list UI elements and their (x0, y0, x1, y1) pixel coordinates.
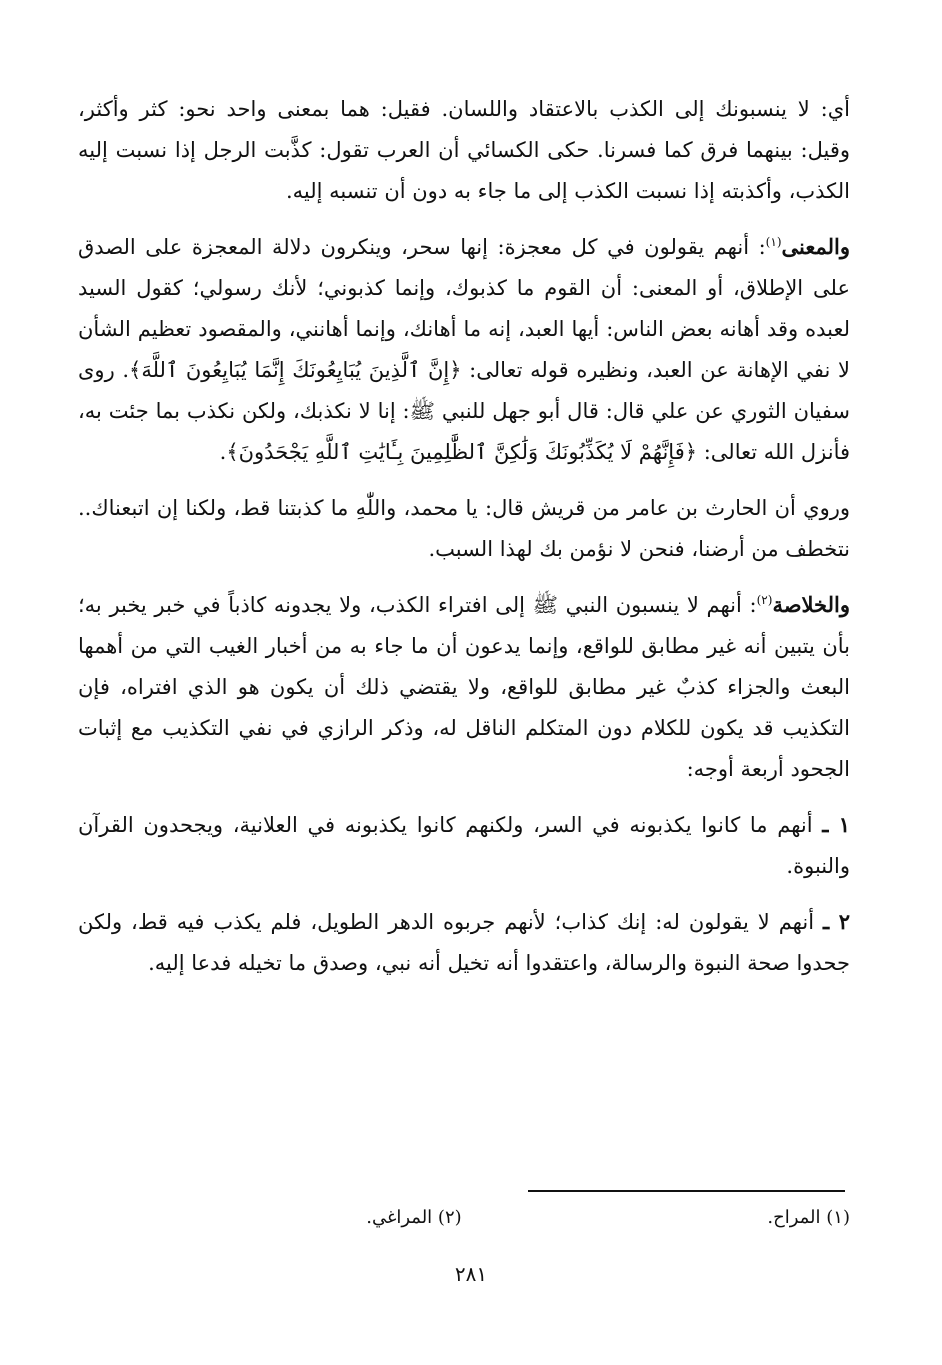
paragraph-4: والخلاصة$^{(٢)}$: أنهم لا ينسبون النبي ﷺ إلى افتراء الكذب، ولا يجدونه كاذباً في خبر يخبر به؛ بأن يتبين أنه غير مطابق للواقع، وإنما يدعون أن ما جاء به من أخبار الغيب التي من أهمها البعث والجزاء كذبٌ غير مطابق للواقع، ولا يقتضي ذلك أن يكون هو الذي افتراه، فإن التكذيب قد يكون للكلام دون المتكلم الناقل له، وذكر الرازي في نفي التكذيب مع إثبات الجحود أربعة أوجه: (78, 592, 850, 781)
paragraph-1: أي: لا ينسبونك إلى الكذب بالاعتقاد واللسان. فقيل: هما بمعنى واحد نحو: كثر وأكثر، وقيل: بينهما فرق كما فسرنا. حكى الكسائي أن العرب تقول: كذَّبت الرجل إذا نسبت إليه الكذب، وأكذبته إذا نسبت الكذب إلى ما جاء به دون أن تنسبه إليه. (78, 97, 850, 203)
footnote-divider (528, 1190, 845, 1192)
lead-word: والخلاصة (772, 592, 850, 617)
paragraph-2: والمعنى$^{(١)}$: أنهم يقولون في كل معجزة: إنها سحر، وينكرون دلالة المعجزة على الصدق على الإطلاق، أو المعنى: أن القوم ما كذبوك، وإنما كذبوني؛ لأنك رسولي؛ كقول السيد لعبده وقد أهانه بعض الناس: أيها العبد، إنه ما أهانك، وإنما أهانني، والمقصود تعظيم الشأن لا نفي الإهانة عن العبد، ونظيره قوله تعالى: ﴿إِنَّ ٱلَّذِينَ يُبَايِعُونَكَ إِنَّمَا يُبَايِعُونَ ٱللَّهَ﴾. روى سفيان الثوري عن علي قال: قال أبو جهل للنبي ﷺ: إنا لا نكذبك، ولكن نكذب بما جئت به، فأنزل الله تعالى: ﴿فَإِنَّهُمْ لَا يُكَذِّبُونَكَ وَلَٰكِنَّ ٱلظَّٰلِمِينَ بِـَٔايَٰتِ ٱللَّهِ يَجْحَدُونَ﴾. (78, 234, 850, 464)
list-number: ٢ ـ (822, 909, 850, 934)
footnote-2: (٢) المراغي. (366, 1207, 462, 1228)
footnote-1: (١) المراح. (767, 1207, 850, 1228)
list-item-2: ٢ ـ أنهم لا يقولون له: إنك كذاب؛ لأنهم جربوه الدهر الطويل، فلم يكذب فيه قط، ولكن جحدوا صحة النبوة والرسالة، واعتقدوا أنه تخيل أنه نبي، وصدق ما تخيله فدعا إليه. (78, 909, 850, 975)
footnote-ref: (١) (765, 235, 782, 249)
list-number: ١ ـ (822, 812, 851, 837)
footnotes (78, 1203, 850, 1233)
page-body (78, 88, 850, 998)
page-number: ٢٨١ (454, 1262, 488, 1286)
footnote-ref: (٢) (756, 593, 773, 607)
paragraph-3: وروي أن الحارث بن عامر من قريش قال: يا محمد، واللّٰهِ ما كذبتنا قط، ولكنا إن اتبعناك.. نتخطف من أرضنا، فنحن لا نؤمن بك لهذا السبب. (78, 496, 850, 561)
lead-word: والمعنى (781, 234, 850, 259)
list-item-1: ١ ـ أنهم ما كانوا يكذبونه في السر، ولكنهم كانوا يكذبونه في العلانية، ويجحدون القرآن والنبوة. (78, 812, 851, 878)
